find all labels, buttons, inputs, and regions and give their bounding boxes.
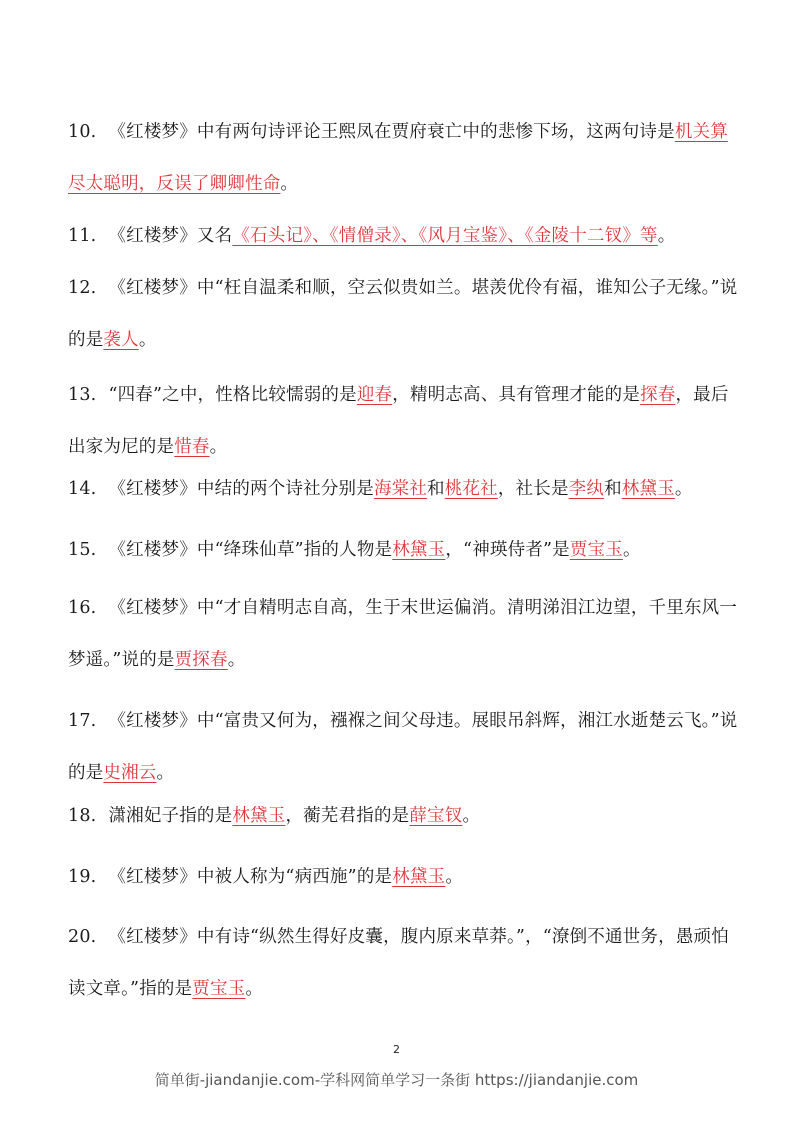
answer-text: 林黛玉 (392, 540, 446, 560)
question-text: 。 (138, 330, 157, 350)
question-number: 15. (68, 540, 97, 560)
question-text: 《红楼梦》中“才自精明志自高，生于末世运偏消。清明涕泪江边望，千里东风一梦遥。”说的是 (68, 598, 738, 670)
question-item (68, 695, 740, 799)
question-text: 。 (445, 867, 464, 887)
question-item (68, 463, 740, 515)
question-text: ，“神瑛侍者”是 (445, 540, 570, 560)
answer-text: 史湘云 (103, 763, 157, 783)
answer-text: 林黛玉 (621, 479, 675, 499)
question-text: 。 (462, 806, 481, 826)
question-item (68, 369, 740, 473)
question-text: 《红楼梦》中结的两个诗社分别是 (108, 479, 374, 499)
answer-text: 迎春 (356, 385, 393, 405)
question-text: 《红楼梦》中被人称为“病西施”的是 (108, 867, 393, 887)
question-item (68, 262, 740, 366)
question-text: 和 (604, 479, 622, 499)
question-text: ，蘅芜君指的是 (285, 806, 410, 826)
question-number: 17. (68, 711, 97, 731)
question-text: 。 (245, 979, 264, 999)
question-number: 10. (68, 122, 97, 142)
question-text: ，精明志高、具有管理才能的是 (392, 385, 641, 405)
question-text: 潇湘妃子指的是 (108, 806, 233, 826)
question-text: 《红楼梦》中有两句诗评论王熙凤在贾府衰亡中的悲惨下场，这两句诗是 (108, 122, 675, 142)
question-text: 《红楼梦》中“富贵又何为，襁褓之间父母违。展眼吊斜辉，湘江水逝楚云飞。”说的是 (68, 711, 738, 783)
question-item (68, 911, 740, 1015)
page-number: 2 (393, 1043, 400, 1056)
question-text: 。 (280, 174, 299, 194)
footer-watermark: 简单街-jiandanjie.com-学科网简单学习一条街 https://jiandanjie.com (154, 1071, 639, 1089)
question-text: 《红楼梦》又名 (108, 226, 233, 246)
answer-text: 桃花社 (444, 479, 498, 499)
answer-text: 《石头记》、《情僧录》、《风月宝鉴》、《金陵十二钗》等 (232, 226, 658, 246)
answer-text: 贾宝玉 (569, 540, 623, 560)
question-number: 18. (68, 806, 97, 826)
answer-text: 林黛玉 (232, 806, 286, 826)
question-text: 《红楼梦》中“枉自温柔和顺，空云似贵如兰。堪羡优伶有福，谁知公子无缘。”说的是 (68, 278, 738, 350)
question-item (68, 524, 740, 576)
question-number: 20. (68, 927, 97, 947)
question-number: 16. (68, 598, 97, 618)
question-text: 。 (209, 437, 228, 457)
answer-text: 贾探春 (174, 650, 228, 670)
answer-text: 机关算尽太聪明，反误了卿卿性命 (68, 122, 728, 194)
answer-text: 林黛玉 (392, 867, 446, 887)
question-text: 。 (657, 226, 676, 246)
question-number: 14. (68, 479, 97, 499)
answer-text: 探春 (640, 385, 676, 405)
question-item (68, 790, 740, 842)
question-text: 。 (156, 763, 175, 783)
answer-text: 惜春 (174, 437, 210, 457)
answer-text: 薛宝钗 (409, 806, 463, 826)
question-text: ，社长是 (497, 479, 569, 499)
question-item (68, 210, 740, 262)
question-item (68, 106, 740, 210)
answer-text: 贾宝玉 (192, 979, 246, 999)
question-number: 11. (68, 226, 97, 246)
question-item (68, 582, 740, 686)
answer-text: 海棠社 (373, 479, 428, 499)
question-text: 《红楼梦》中“绛珠仙草”指的人物是 (108, 540, 393, 560)
question-text: 。 (227, 650, 246, 670)
question-number: 19. (68, 867, 97, 887)
question-text: ，最后出家为尼的是 (68, 385, 729, 457)
question-item (68, 851, 740, 903)
question-text: “四春”之中，性格比较懦弱的是 (108, 385, 357, 405)
question-text: 和 (427, 479, 445, 499)
question-number: 12. (68, 278, 97, 298)
answer-text: 李纨 (568, 479, 605, 499)
question-text: 。 (622, 540, 641, 560)
question-text: 。 (674, 479, 693, 499)
question-text: 《红楼梦》中有诗“纵然生得好皮囊，腹内原来草莽。”，“潦倒不通世务，愚顽怕读文章。”指的是 (68, 927, 729, 999)
question-number: 13. (68, 385, 97, 405)
answer-text: 袭人 (103, 330, 139, 350)
